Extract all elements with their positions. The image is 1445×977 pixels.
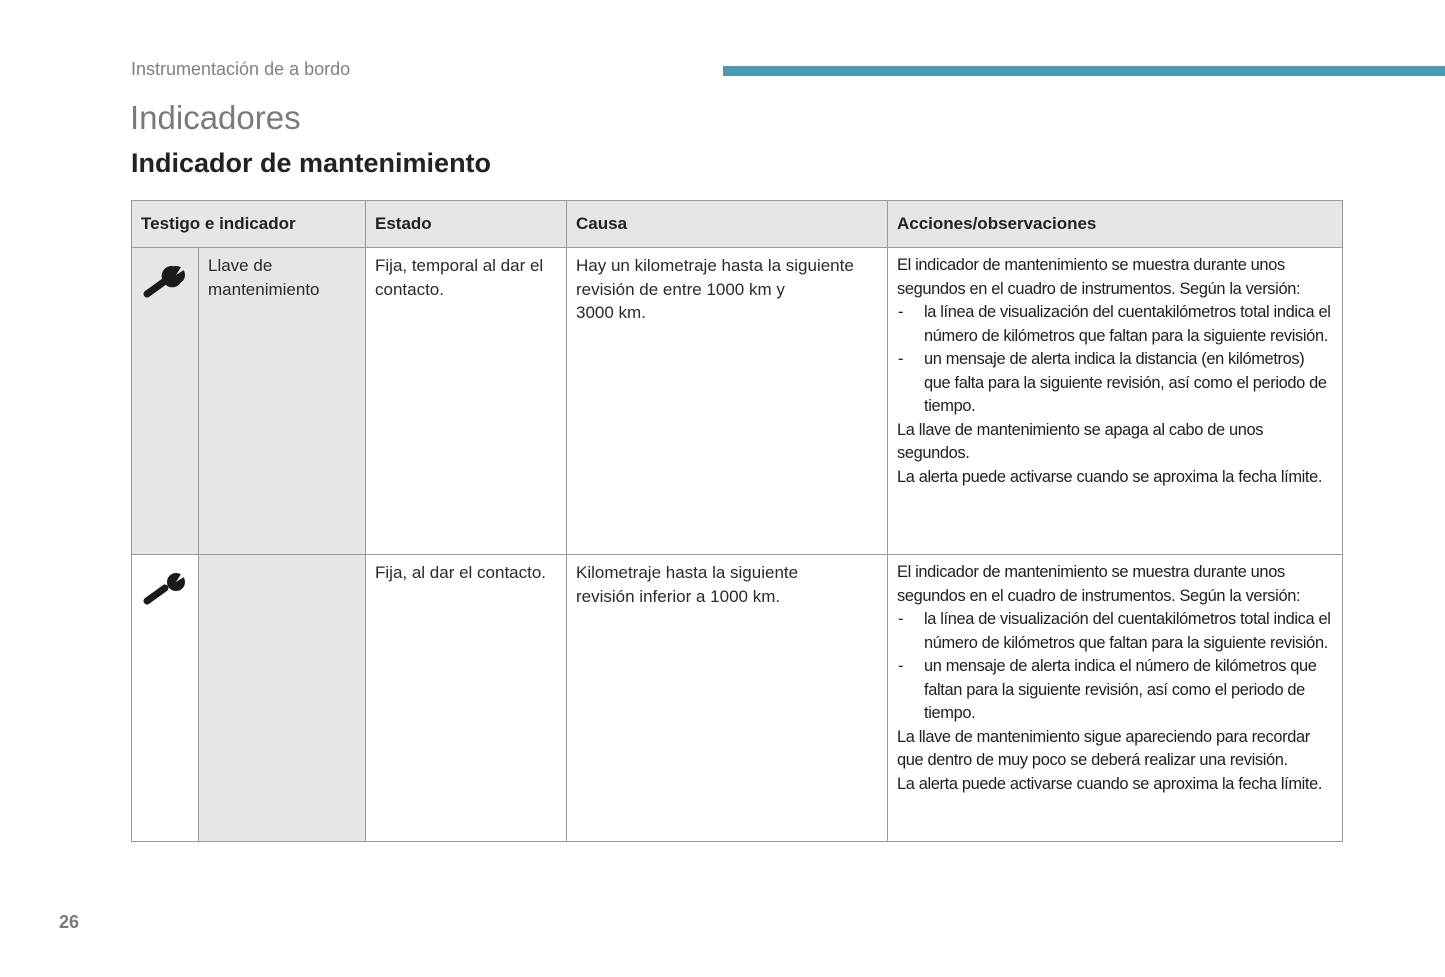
cause-text bbox=[567, 248, 887, 325]
cause-line: revisión inferior a 1000 km. bbox=[576, 586, 781, 606]
wrench-icon bbox=[143, 569, 187, 607]
col-header-cause: Causa bbox=[567, 201, 888, 248]
list-item: - la línea de visualización del cuentakilómetros total indica el número de kilómetros que faltan para la siguiente revisión. bbox=[897, 301, 1334, 348]
indicator-name-cell bbox=[199, 555, 366, 842]
indicator-icon-cell bbox=[132, 555, 199, 842]
col-header-state: Estado bbox=[366, 201, 567, 248]
indicator-name-cell bbox=[199, 248, 366, 555]
actions-cell bbox=[888, 248, 1343, 555]
cause-cell bbox=[567, 555, 888, 842]
list-item: - la línea de visualización del cuentakilómetros total indica el número de kilómetros que faltan para la siguiente revisión. bbox=[897, 608, 1334, 655]
obs-outro: La alerta puede activarse cuando se aproxima la fecha límite. bbox=[897, 774, 1323, 793]
state-cell bbox=[366, 555, 567, 842]
obs-outro: La alerta puede activarse cuando se aproxima la fecha límite. bbox=[897, 467, 1323, 486]
obs-outro: La llave de mantenimiento se apaga al cabo de unos segundos. bbox=[897, 420, 1264, 462]
indicator-icon-cell bbox=[132, 248, 199, 555]
actions-text bbox=[888, 555, 1342, 796]
col-header-actions: Acciones/observaciones bbox=[888, 201, 1343, 248]
obs-list bbox=[897, 608, 1334, 726]
list-item: - un mensaje de alerta indica la distancia (en kilómetros) que falta para la siguiente revisión, así como el periodo de tiempo. bbox=[897, 348, 1334, 419]
cause-line: 3000 km. bbox=[576, 303, 646, 322]
header-accent-bar bbox=[723, 66, 1445, 76]
table-header-row bbox=[132, 201, 1343, 248]
list-item: - un mensaje de alerta indica el número de kilómetros que faltan para la siguiente revisión, así como el periodo de tiempo. bbox=[897, 655, 1334, 726]
table-row bbox=[132, 248, 1343, 555]
obs-list bbox=[897, 301, 1334, 419]
state-text: Fija, temporal al dar el contacto. bbox=[375, 256, 544, 299]
section-subtitle: Indicador de mantenimiento bbox=[131, 148, 492, 178]
indicator-name: Llave de mantenimiento bbox=[208, 256, 320, 299]
page-number: 26 bbox=[59, 912, 80, 932]
maintenance-table bbox=[131, 200, 1343, 842]
section-label: Instrumentación de a bordo bbox=[131, 59, 351, 79]
table-row bbox=[132, 555, 1343, 842]
cause-line: Hay un kilometraje hasta la siguiente bbox=[576, 256, 854, 275]
cause-cell bbox=[567, 248, 888, 555]
cause-text bbox=[567, 555, 887, 608]
indicator-name bbox=[199, 555, 365, 561]
wrench-icon bbox=[143, 262, 187, 300]
obs-intro: El indicador de mantenimiento se muestra durante unos segundos en el cuadro de instrumentos. Según la versión: bbox=[897, 256, 1301, 298]
cause-line: Kilometraje hasta la siguiente bbox=[576, 563, 799, 582]
obs-intro: El indicador de mantenimiento se muestra durante unos segundos en el cuadro de instrumentos. Según la versión: bbox=[897, 563, 1301, 605]
obs-outro: La llave de mantenimiento sigue apareciendo para recordar que dentro de muy poco se deberá realizar una revisión. bbox=[897, 727, 1310, 769]
state-text: Fija, al dar el contacto. bbox=[375, 563, 547, 582]
page-title: Indicadores bbox=[130, 99, 301, 136]
col-header-indicator: Testigo e indicador bbox=[132, 201, 366, 248]
state-cell bbox=[366, 248, 567, 555]
actions-cell bbox=[888, 555, 1343, 842]
cause-line: revisión de entre 1000 km y bbox=[576, 279, 785, 299]
actions-text bbox=[888, 248, 1342, 489]
